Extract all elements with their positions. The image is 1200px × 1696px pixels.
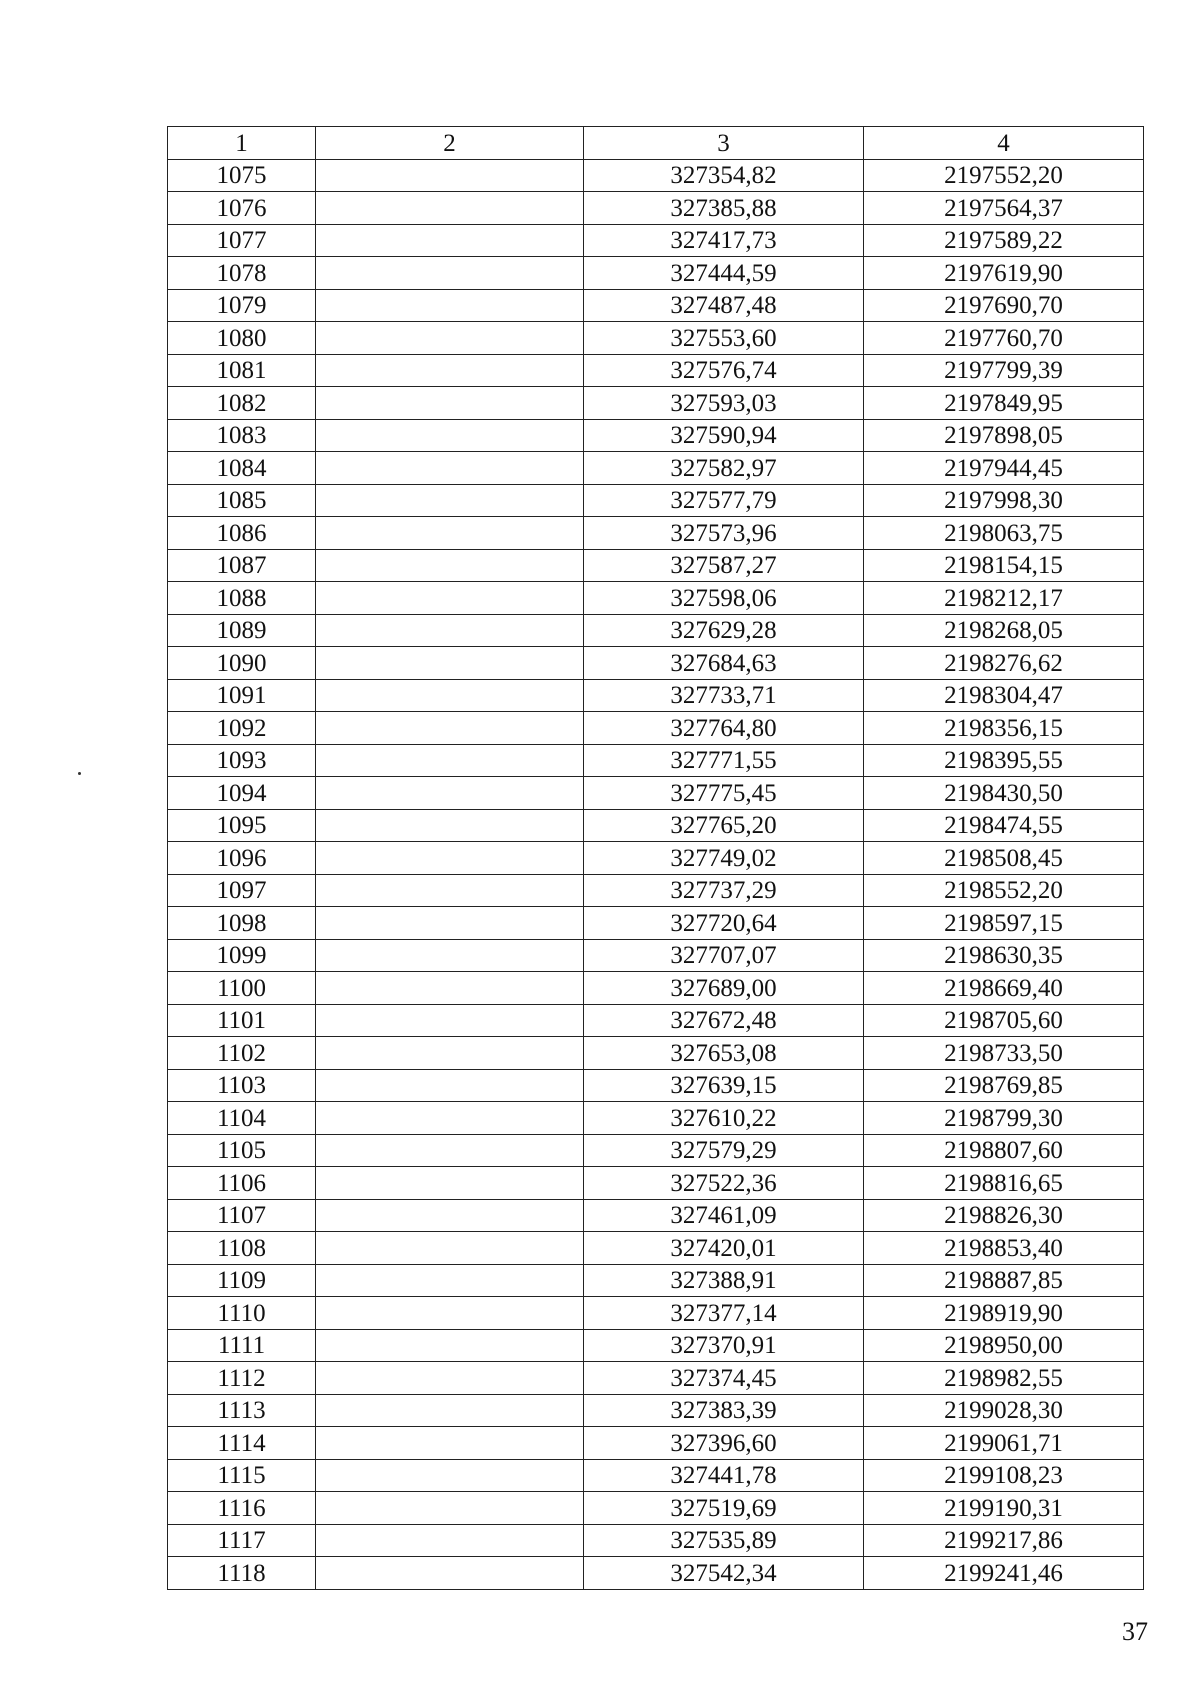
point-number-cell: 1080	[168, 322, 316, 355]
x-coordinate-cell: 327396,60	[584, 1427, 864, 1460]
description-cell	[316, 419, 584, 452]
description-cell	[316, 1524, 584, 1557]
table-body	[168, 159, 1144, 1589]
point-number-cell: 1082	[168, 387, 316, 420]
table-row	[168, 972, 1144, 1005]
table-row	[168, 517, 1144, 550]
x-coordinate-cell: 327535,89	[584, 1524, 864, 1557]
description-cell	[316, 582, 584, 615]
y-coordinate-cell: 2197552,20	[864, 159, 1144, 192]
description-cell	[316, 1492, 584, 1525]
description-cell	[316, 712, 584, 745]
description-cell	[316, 842, 584, 875]
description-cell	[316, 939, 584, 972]
description-cell	[316, 1297, 584, 1330]
point-number-cell: 1098	[168, 907, 316, 940]
point-number-cell: 1083	[168, 419, 316, 452]
table-row	[168, 1264, 1144, 1297]
y-coordinate-cell: 2198826,30	[864, 1199, 1144, 1232]
table-row	[168, 452, 1144, 485]
table-row	[168, 777, 1144, 810]
table-row	[168, 1134, 1144, 1167]
y-coordinate-cell: 2198733,50	[864, 1037, 1144, 1070]
point-number-cell: 1081	[168, 354, 316, 387]
point-number-cell: 1097	[168, 874, 316, 907]
description-cell	[316, 257, 584, 290]
description-cell	[316, 322, 584, 355]
point-number-cell: 1103	[168, 1069, 316, 1102]
description-cell	[316, 809, 584, 842]
table-row	[168, 289, 1144, 322]
point-number-cell: 1110	[168, 1297, 316, 1330]
table-row	[168, 1394, 1144, 1427]
point-number-cell: 1102	[168, 1037, 316, 1070]
y-coordinate-cell: 2199190,31	[864, 1492, 1144, 1525]
point-number-cell: 1090	[168, 647, 316, 680]
table-row	[168, 1362, 1144, 1395]
table-row	[168, 647, 1144, 680]
column-header-1: 1	[168, 127, 316, 160]
x-coordinate-cell: 327582,97	[584, 452, 864, 485]
y-coordinate-cell: 2198356,15	[864, 712, 1144, 745]
y-coordinate-cell: 2198474,55	[864, 809, 1144, 842]
x-coordinate-cell: 327639,15	[584, 1069, 864, 1102]
y-coordinate-cell: 2198816,65	[864, 1167, 1144, 1200]
point-number-cell: 1089	[168, 614, 316, 647]
y-coordinate-cell: 2198552,20	[864, 874, 1144, 907]
x-coordinate-cell: 327519,69	[584, 1492, 864, 1525]
table-row	[168, 224, 1144, 257]
x-coordinate-cell: 327577,79	[584, 484, 864, 517]
x-coordinate-cell: 327573,96	[584, 517, 864, 550]
y-coordinate-cell: 2198919,90	[864, 1297, 1144, 1330]
table-row	[168, 939, 1144, 972]
table-row	[168, 1557, 1144, 1590]
point-number-cell: 1116	[168, 1492, 316, 1525]
description-cell	[316, 907, 584, 940]
point-number-cell: 1087	[168, 549, 316, 582]
description-cell	[316, 192, 584, 225]
description-cell	[316, 1459, 584, 1492]
x-coordinate-cell: 327383,39	[584, 1394, 864, 1427]
description-cell	[316, 517, 584, 550]
table-row	[168, 419, 1144, 452]
x-coordinate-cell: 327771,55	[584, 744, 864, 777]
y-coordinate-cell: 2198508,45	[864, 842, 1144, 875]
y-coordinate-cell: 2198669,40	[864, 972, 1144, 1005]
y-coordinate-cell: 2198630,35	[864, 939, 1144, 972]
table-row	[168, 712, 1144, 745]
y-coordinate-cell: 2198887,85	[864, 1264, 1144, 1297]
description-cell	[316, 289, 584, 322]
x-coordinate-cell: 327553,60	[584, 322, 864, 355]
x-coordinate-cell: 327598,06	[584, 582, 864, 615]
y-coordinate-cell: 2197898,05	[864, 419, 1144, 452]
description-cell	[316, 1329, 584, 1362]
point-number-cell: 1100	[168, 972, 316, 1005]
table-row	[168, 549, 1144, 582]
point-number-cell: 1093	[168, 744, 316, 777]
y-coordinate-cell: 2197760,70	[864, 322, 1144, 355]
description-cell	[316, 549, 584, 582]
table-row	[168, 1524, 1144, 1557]
table-row	[168, 874, 1144, 907]
x-coordinate-cell: 327354,82	[584, 159, 864, 192]
table-row	[168, 1004, 1144, 1037]
point-number-cell: 1117	[168, 1524, 316, 1557]
description-cell	[316, 1427, 584, 1460]
y-coordinate-cell: 2198982,55	[864, 1362, 1144, 1395]
point-number-cell: 1105	[168, 1134, 316, 1167]
x-coordinate-cell: 327444,59	[584, 257, 864, 290]
y-coordinate-cell: 2197849,95	[864, 387, 1144, 420]
table-row	[168, 1102, 1144, 1135]
x-coordinate-cell: 327542,34	[584, 1557, 864, 1590]
description-cell	[316, 972, 584, 1005]
table-row	[168, 159, 1144, 192]
point-number-cell: 1101	[168, 1004, 316, 1037]
y-coordinate-cell: 2197589,22	[864, 224, 1144, 257]
description-cell	[316, 1134, 584, 1167]
table-row	[168, 809, 1144, 842]
x-coordinate-cell: 327420,01	[584, 1232, 864, 1265]
description-cell	[316, 744, 584, 777]
point-number-cell: 1092	[168, 712, 316, 745]
table-row	[168, 1427, 1144, 1460]
x-coordinate-cell: 327593,03	[584, 387, 864, 420]
y-coordinate-cell: 2198276,62	[864, 647, 1144, 680]
point-number-cell: 1086	[168, 517, 316, 550]
table-row	[168, 679, 1144, 712]
x-coordinate-cell: 327385,88	[584, 192, 864, 225]
table-row	[168, 257, 1144, 290]
description-cell	[316, 1232, 584, 1265]
description-cell	[316, 777, 584, 810]
point-number-cell: 1094	[168, 777, 316, 810]
description-cell	[316, 452, 584, 485]
y-coordinate-cell: 2198597,15	[864, 907, 1144, 940]
x-coordinate-cell: 327749,02	[584, 842, 864, 875]
y-coordinate-cell: 2199061,71	[864, 1427, 1144, 1460]
point-number-cell: 1104	[168, 1102, 316, 1135]
y-coordinate-cell: 2199217,86	[864, 1524, 1144, 1557]
description-cell	[316, 1264, 584, 1297]
x-coordinate-cell: 327417,73	[584, 224, 864, 257]
table-header-row	[168, 127, 1144, 160]
y-coordinate-cell: 2198395,55	[864, 744, 1144, 777]
table-row	[168, 1232, 1144, 1265]
x-coordinate-cell: 327441,78	[584, 1459, 864, 1492]
table-row	[168, 1199, 1144, 1232]
point-number-cell: 1113	[168, 1394, 316, 1427]
y-coordinate-cell: 2198212,17	[864, 582, 1144, 615]
x-coordinate-cell: 327775,45	[584, 777, 864, 810]
x-coordinate-cell: 327377,14	[584, 1297, 864, 1330]
point-number-cell: 1091	[168, 679, 316, 712]
table-row	[168, 484, 1144, 517]
point-number-cell: 1075	[168, 159, 316, 192]
point-number-cell: 1108	[168, 1232, 316, 1265]
y-coordinate-cell: 2198430,50	[864, 777, 1144, 810]
description-cell	[316, 1102, 584, 1135]
point-number-cell: 1085	[168, 484, 316, 517]
point-number-cell: 1084	[168, 452, 316, 485]
table-row	[168, 614, 1144, 647]
description-cell	[316, 387, 584, 420]
y-coordinate-cell: 2197998,30	[864, 484, 1144, 517]
point-number-cell: 1114	[168, 1427, 316, 1460]
point-number-cell: 1078	[168, 257, 316, 290]
x-coordinate-cell: 327579,29	[584, 1134, 864, 1167]
x-coordinate-cell: 327653,08	[584, 1037, 864, 1070]
y-coordinate-cell: 2198268,05	[864, 614, 1144, 647]
y-coordinate-cell: 2198154,15	[864, 549, 1144, 582]
x-coordinate-cell: 327590,94	[584, 419, 864, 452]
table-row	[168, 1297, 1144, 1330]
table-row	[168, 354, 1144, 387]
table-row	[168, 582, 1144, 615]
column-header-2: 2	[316, 127, 584, 160]
y-coordinate-cell: 2199108,23	[864, 1459, 1144, 1492]
x-coordinate-cell: 327487,48	[584, 289, 864, 322]
table-row	[168, 1459, 1144, 1492]
column-header-3: 3	[584, 127, 864, 160]
point-number-cell: 1112	[168, 1362, 316, 1395]
description-cell	[316, 1004, 584, 1037]
description-cell	[316, 1069, 584, 1102]
y-coordinate-cell: 2197564,37	[864, 192, 1144, 225]
x-coordinate-cell: 327576,74	[584, 354, 864, 387]
point-number-cell: 1115	[168, 1459, 316, 1492]
description-cell	[316, 647, 584, 680]
x-coordinate-cell: 327765,20	[584, 809, 864, 842]
description-cell	[316, 354, 584, 387]
x-coordinate-cell: 327684,63	[584, 647, 864, 680]
table-row	[168, 322, 1144, 355]
description-cell	[316, 1394, 584, 1427]
y-coordinate-cell: 2197690,70	[864, 289, 1144, 322]
description-cell	[316, 159, 584, 192]
y-coordinate-cell: 2197944,45	[864, 452, 1144, 485]
coordinates-table	[167, 126, 1144, 1590]
point-number-cell: 1107	[168, 1199, 316, 1232]
x-coordinate-cell: 327522,36	[584, 1167, 864, 1200]
description-cell	[316, 484, 584, 517]
x-coordinate-cell: 327764,80	[584, 712, 864, 745]
scan-speck	[78, 772, 81, 775]
column-header-4: 4	[864, 127, 1144, 160]
x-coordinate-cell: 327374,45	[584, 1362, 864, 1395]
point-number-cell: 1118	[168, 1557, 316, 1590]
y-coordinate-cell: 2197619,90	[864, 257, 1144, 290]
x-coordinate-cell: 327610,22	[584, 1102, 864, 1135]
description-cell	[316, 874, 584, 907]
x-coordinate-cell: 327707,07	[584, 939, 864, 972]
description-cell	[316, 614, 584, 647]
description-cell	[316, 224, 584, 257]
x-coordinate-cell: 327733,71	[584, 679, 864, 712]
point-number-cell: 1096	[168, 842, 316, 875]
x-coordinate-cell: 327720,64	[584, 907, 864, 940]
point-number-cell: 1109	[168, 1264, 316, 1297]
description-cell	[316, 1557, 584, 1590]
page-number: 37	[1122, 1617, 1148, 1646]
description-cell	[316, 1167, 584, 1200]
point-number-cell: 1095	[168, 809, 316, 842]
y-coordinate-cell: 2198799,30	[864, 1102, 1144, 1135]
description-cell	[316, 1037, 584, 1070]
table-header	[168, 127, 1144, 160]
y-coordinate-cell: 2199241,46	[864, 1557, 1144, 1590]
y-coordinate-cell: 2198769,85	[864, 1069, 1144, 1102]
y-coordinate-cell: 2198950,00	[864, 1329, 1144, 1362]
y-coordinate-cell: 2197799,39	[864, 354, 1144, 387]
description-cell	[316, 1199, 584, 1232]
table-row	[168, 907, 1144, 940]
x-coordinate-cell: 327672,48	[584, 1004, 864, 1037]
y-coordinate-cell: 2198063,75	[864, 517, 1144, 550]
point-number-cell: 1111	[168, 1329, 316, 1362]
description-cell	[316, 679, 584, 712]
table-row	[168, 1037, 1144, 1070]
x-coordinate-cell: 327737,29	[584, 874, 864, 907]
table-row	[168, 387, 1144, 420]
y-coordinate-cell: 2198853,40	[864, 1232, 1144, 1265]
point-number-cell: 1076	[168, 192, 316, 225]
x-coordinate-cell: 327388,91	[584, 1264, 864, 1297]
y-coordinate-cell: 2198304,47	[864, 679, 1144, 712]
description-cell	[316, 1362, 584, 1395]
table-row	[168, 842, 1144, 875]
point-number-cell: 1079	[168, 289, 316, 322]
x-coordinate-cell: 327587,27	[584, 549, 864, 582]
table-row	[168, 1492, 1144, 1525]
table-row	[168, 192, 1144, 225]
table-row	[168, 744, 1144, 777]
point-number-cell: 1077	[168, 224, 316, 257]
point-number-cell: 1106	[168, 1167, 316, 1200]
y-coordinate-cell: 2199028,30	[864, 1394, 1144, 1427]
table-row	[168, 1069, 1144, 1102]
table-row	[168, 1329, 1144, 1362]
x-coordinate-cell: 327629,28	[584, 614, 864, 647]
x-coordinate-cell: 327370,91	[584, 1329, 864, 1362]
table-row	[168, 1167, 1144, 1200]
point-number-cell: 1099	[168, 939, 316, 972]
x-coordinate-cell: 327689,00	[584, 972, 864, 1005]
y-coordinate-cell: 2198705,60	[864, 1004, 1144, 1037]
point-number-cell: 1088	[168, 582, 316, 615]
y-coordinate-cell: 2198807,60	[864, 1134, 1144, 1167]
x-coordinate-cell: 327461,09	[584, 1199, 864, 1232]
